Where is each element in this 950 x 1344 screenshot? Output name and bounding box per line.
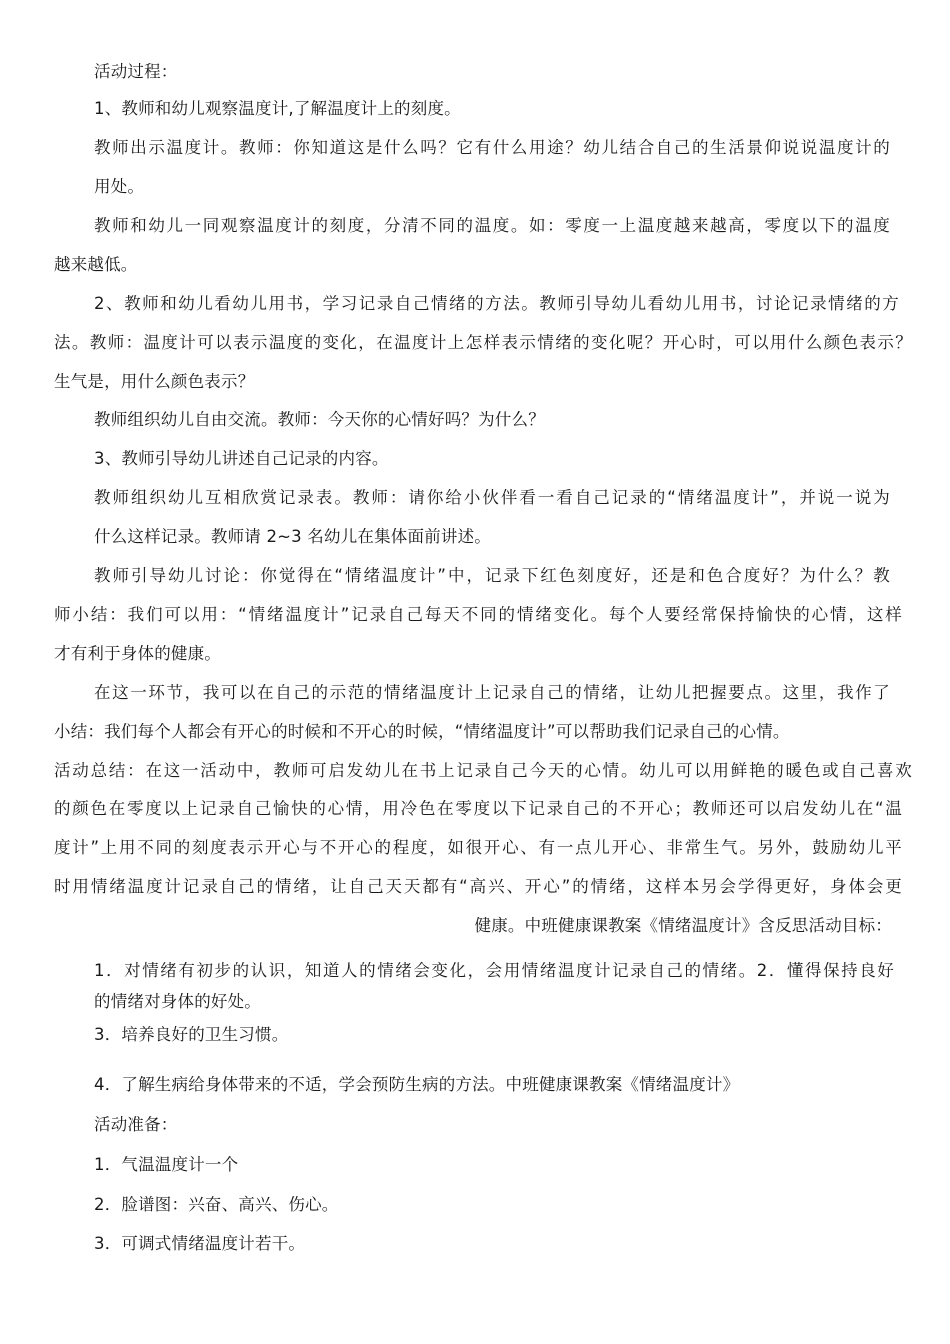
text-line: 教师出示温度计。教师：你知道这是什么吗？它有什么用途？幼儿结合自己的生活景仰说说温度计的 xyxy=(94,138,890,157)
text-line: 教师组织幼儿自由交流。教师：今天你的心情好吗？为什么？ xyxy=(94,410,545,429)
text-line: 什么这样记录。教师请 2~3 名幼儿在集体面前讲述。 xyxy=(94,527,492,546)
text-line: 2．脸谱图：兴奋、高兴、伤心。 xyxy=(94,1195,339,1214)
text-line: 法。教师：温度计可以表示温度的变化，在温度计上怎样表示情绪的变化呢？开心时，可以用什么颜色表示？ xyxy=(54,333,912,352)
text-line: 小结：我们每个人都会有开心的时候和不开心的时候，“情绪温度计”可以帮助我们记录自己的心情。 xyxy=(54,722,790,741)
text-line: 师小结：我们可以用：“情绪温度计”记录自己每天不同的情绪变化。每个人要经常保持愉快的心情，这样 xyxy=(54,605,902,624)
text-line: 生气是，用什么颜色表示？ xyxy=(54,372,255,391)
text-line: 活动过程： xyxy=(94,62,178,81)
text-line: 越来越低。 xyxy=(54,255,138,274)
text-line: 活动总结：在这一活动中，教师可启发幼儿在书上记录自己今天的心情。幼儿可以用鲜艳的暖色或自己喜欢 xyxy=(54,761,912,780)
text-line: 1、教师和幼儿观察温度计,了解温度计上的刻度。 xyxy=(94,99,461,118)
text-line: 健康。中班健康课教案《情绪温度计》含反思活动目标： xyxy=(474,916,892,935)
text-line: 1．对情绪有初步的认识，知道人的情绪会变化，会用情绪温度计记录自己的情绪。2．懂得保持良好 xyxy=(94,961,894,980)
text-line: 时用情绪温度计记录自己的情绪，让自己天天都有“高兴、开心”的情绪，这样本另会学得更好，身体会更 xyxy=(54,877,902,896)
text-line: 3、教师引导幼儿讲述自己记录的内容。 xyxy=(94,449,389,468)
text-line: 教师组织幼儿互相欣赏记录表。教师：请你给小伙伴看一看自己记录的“情绪温度计”，并说一说为 xyxy=(94,488,890,507)
text-line: 度计”上用不同的刻度表示开心与不开心的程度，如很开心、有一点儿开心、非常生气。另外，鼓励幼儿平 xyxy=(54,838,902,857)
text-line: 才有利于身体的健康。 xyxy=(54,644,221,663)
text-line: 4．了解生病给身体带来的不适，学会预防生病的方法。中班健康课教案《情绪温度计》 xyxy=(94,1075,740,1094)
text-line: 3．可调式情绪温度计若干。 xyxy=(94,1234,306,1253)
text-line: 的情绪对身体的好处。 xyxy=(94,992,261,1011)
text-line: 教师引导幼儿讨论：你觉得在“情绪温度计”中，记录下红色刻度好，还是和色合度好？为什么？教 xyxy=(94,566,890,585)
text-line: 用处。 xyxy=(94,177,145,196)
text-line: 活动准备： xyxy=(94,1115,178,1134)
text-line: 3．培养良好的卫生习惯。 xyxy=(94,1025,289,1044)
text-line: 2、教师和幼儿看幼儿用书，学习记录自己情绪的方法。教师引导幼儿看幼儿用书，讨论记录情绪的方 xyxy=(94,294,899,313)
text-line: 1．气温温度计一个 xyxy=(94,1155,239,1174)
text-line: 教师和幼儿一同观察温度计的刻度，分清不同的温度。如：零度一上温度越来越高，零度以下的温度 xyxy=(94,216,890,235)
text-line: 在这一环节，我可以在自己的示范的情绪温度计上记录自己的情绪，让幼儿把握要点。这里，我作了 xyxy=(94,683,890,702)
text-line: 的颜色在零度以上记录自己愉快的心情，用冷色在零度以下记录自己的不开心；教师还可以启发幼儿在“温 xyxy=(54,799,902,818)
